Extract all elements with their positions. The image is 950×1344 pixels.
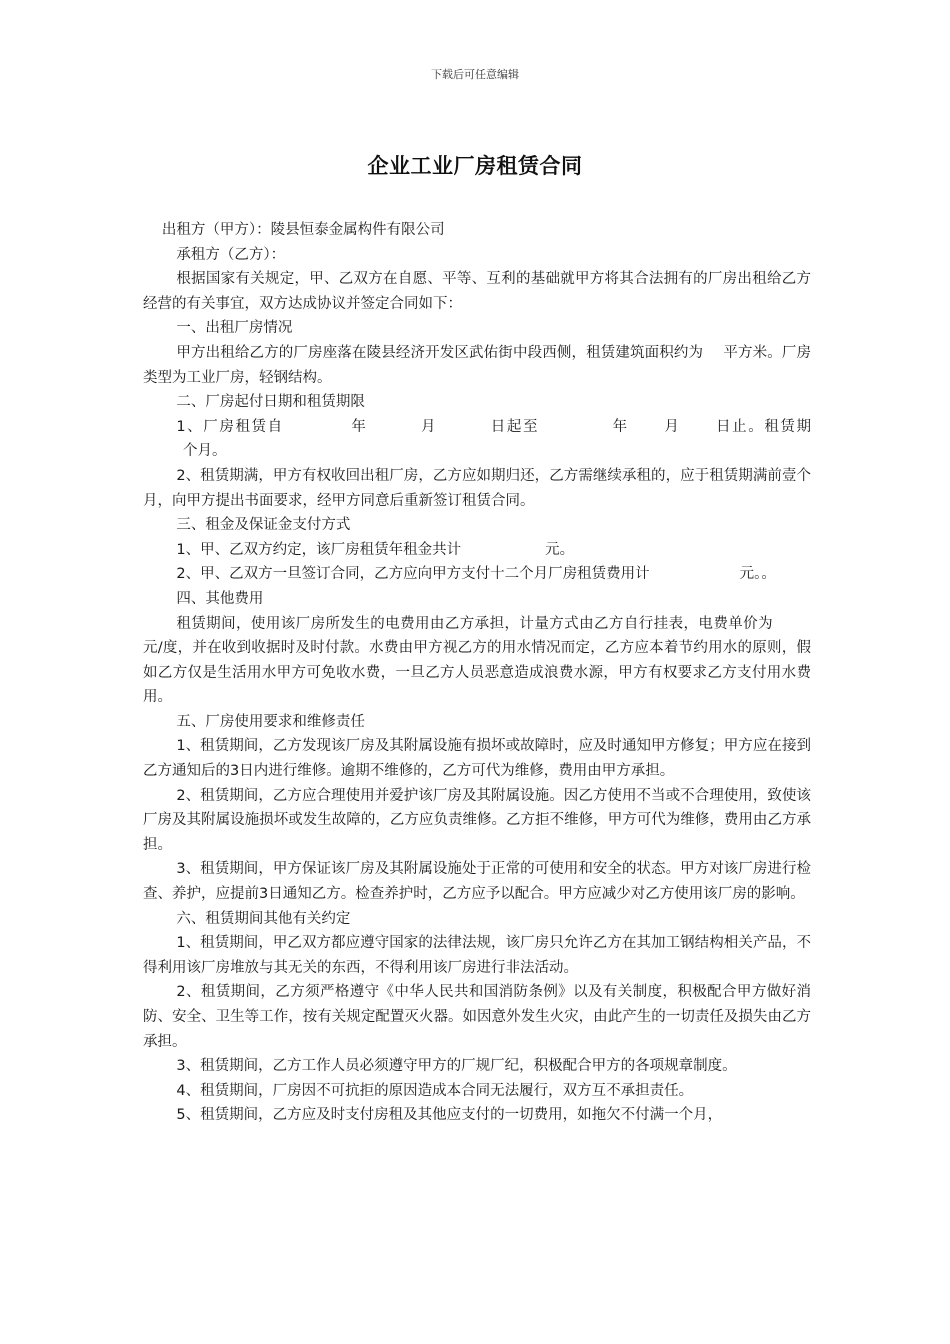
section-heading-2: 二、厂房起付日期和租赁期限 (176, 394, 365, 411)
repair-clause-1: 1、租赁期间，乙方发现该厂房及其附属设施有损坏或故障时，应及时通知甲方修复；甲方应在接到乙方通知后的3日内进行维修。逾期不维修的，乙方可代为维修，费用由甲方承担。 (143, 738, 811, 780)
premises-text: 甲方出租给乙方的厂房座落在陵县经济开发区武佑街中段西侧，租赁建筑面积约为 (176, 344, 704, 361)
preamble: 根据国家有关规定，甲、乙双方在自愿、平等、互利的基础就甲方将其合法拥有的厂房出租给乙方经营的有关事宜，双方达成协议并签定合同如下： (143, 271, 811, 312)
section-heading-6: 六、租赁期间其他有关约定 (176, 910, 351, 927)
premises-description (143, 341, 811, 390)
repair-clause-2: 2、租赁期间，乙方应合理使用并爱护该厂房及其附属设施。因乙方使用不当或不合理使用，致使该厂房及其附属设施损坏或发生故障的，乙方应负责维修。乙方拒不维修，甲方可代为维修，费用由乙方承担。 (143, 787, 811, 853)
lessor-line: 出租方（甲方）：陵县恒泰金属构件有限公司 (161, 222, 445, 238)
annual-rent-clause (143, 538, 811, 563)
utilities-price-unit: 元/度，并在收到收据时及时付款。水费由甲方视乙方的用水情况而定，乙方应本着节约用水的原则，假如乙方仅是生活用水甲方可免收水费，一旦乙方人员恶意造成浪费水源，甲方有权要求乙方支付用水费用。 (143, 640, 811, 706)
utilities-text: 租赁期间，使用该厂房所发生的电费用由乙方承担，计量方式由乙方自行挂表，电费单价为 (176, 615, 773, 632)
other-clause-2: 2、租赁期间，乙方须严格遵守《中华人民共和国消防条例》以及有关制度，积极配合甲方做好消防、安全、卫生等工作，按有关规定配置灭火器。如因意外发生火灾，由此产生的一切责任及损失由乙方承担。 (143, 984, 811, 1050)
lease-end-month: 月 (662, 418, 681, 435)
lease-start-day: 日起至 (489, 418, 540, 435)
document-title: 企业工业厂房租赁合同 (367, 154, 583, 178)
premises-area-unit: 平方米。厂房类型为工业厂房，轻钢结构。 (143, 344, 812, 386)
lease-months: 个月。 (183, 443, 227, 460)
utilities-clause (143, 612, 811, 710)
lease-end-year: 年 (611, 418, 629, 435)
renewal-clause: 2、租赁期满，甲方有权收回出租厂房，乙方应如期归还，乙方需继续承租的，应于租赁期满前壹个月，向甲方提出书面要求，经甲方同意后重新签订租赁合同。 (143, 467, 811, 509)
prepayment-unit: 元。。 (739, 566, 776, 583)
section-heading-4: 四、其他费用 (176, 590, 264, 607)
prepayment-clause (143, 562, 811, 587)
lessee-line: 承租方（乙方）： (176, 246, 286, 263)
contract-body (143, 218, 811, 1128)
repair-clause-3: 3、租赁期间，甲方保证该厂房及其附属设施处于正常的可使用和安全的状态。甲方对该厂房进行检查、养护，应提前3日通知乙方。检查养护时，乙方应予以配合。甲方应减少对乙方使用该厂房的影响。 (143, 861, 811, 903)
lease-term-text: 1、厂房租赁自 (176, 418, 284, 435)
annual-rent-unit: 元。 (545, 541, 575, 558)
lease-term-clause (143, 415, 811, 464)
prepayment-text: 2、甲、乙双方一旦签订合同，乙方应向甲方支付十二个月厂房租赁费用计 (176, 566, 650, 583)
lease-end-day: 日止。租赁期 (714, 418, 812, 435)
other-clause-5: 5、租赁期间，乙方应及时支付房租及其他应支付的一切费用，如拖欠不付满一个月， (176, 1107, 723, 1124)
lease-start-month: 月 (419, 418, 438, 435)
section-heading-3: 三、租金及保证金支付方式 (176, 517, 351, 534)
other-clause-3: 3、租赁期间，乙方工作人员必须遵守甲方的厂规厂纪，积极配合甲方的各项规章制度。 (176, 1058, 737, 1075)
other-clause-1: 1、租赁期间，甲乙双方都应遵守国家的法律法规，该厂房只允许乙方在其加工钢结构相关产品，不得利用该厂房堆放与其无关的东西，不得利用该厂房进行非法活动。 (143, 935, 811, 976)
header-note: 下载后可任意编辑 (431, 68, 519, 81)
other-clause-4: 4、租赁期间，厂房因不可抗拒的原因造成本合同无法履行，双方互不承担责任。 (176, 1082, 694, 1099)
lease-start-year: 年 (349, 418, 368, 435)
section-heading-1: 一、出租厂房情况 (176, 320, 293, 337)
section-heading-5: 五、厂房使用要求和维修责任 (176, 713, 365, 730)
annual-rent-text: 1、甲、乙双方约定，该厂房租赁年租金共计 (176, 541, 462, 558)
